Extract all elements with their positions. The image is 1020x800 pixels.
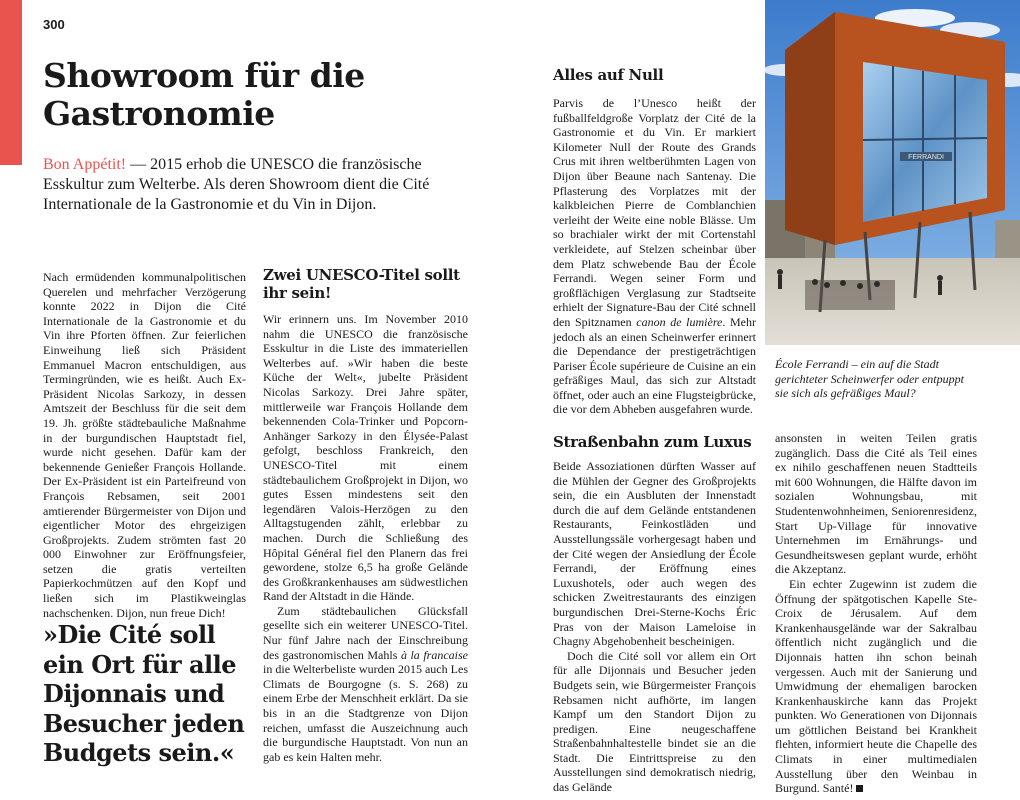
- page-number: 300: [43, 17, 65, 32]
- body-paragraph: [553, 96, 756, 417]
- body-column-3: [553, 96, 756, 417]
- glass-window: [863, 62, 987, 222]
- subhead-unesco: Zwei UNESCO-Titel sollt ihr sein!: [263, 266, 460, 302]
- body-paragraph: Beide Assoziationen dürften Wasser auf die Mühlen der Gegner des Großprojekts sein, die ein Ausbluten der Innenstadt durch die auf dem Gelände entstandenen Restaurants, Feinkostläden und Ausstellungssäle vorhergesagt haben und der Cité wegen der Ansiedlung der École Ferrandi, der Eröffnung eines Luxushotels, oder auch wegen des schicken Zweitrestaurants des einzigen burgundischen Drei-Sterne-Kochs Éric Pras von der Maison Lameloise in Chagny Abgehobenheit bescheinigen.: [553, 459, 756, 649]
- lead-text: — 2015 erhob die UNESCO die französische Esskultur zum Welterbe. Als deren Showroom dient die Cité Internationale de la Gastronomie et du Vin in Dijon.: [43, 156, 430, 213]
- terrace-people: [805, 280, 895, 310]
- text-run: Zum städtebaulichen Glücksfall gesellte sich ein weiterer UNESCO-Titel. Nur fünf Jahre nach der Einschreibung des gastronomischen Mahls: [263, 603, 468, 662]
- text-run: Ein echter Zugewinn ist zudem die Öffnung der spätgotischen Kapelle Ste-Croix de Jérusalem. Auf dem Krankenhausgelände war der Sakralbau öffentlich nicht zugänglich und die Dijonnais hatten ihn schon beinah vergessen. Auch mit der Sanierung und Umwidmung der ehemaligen barocken Krankenhauskirche kann das Projekt punkten. Wo Generationen von Dijonnais um göttlichen Beistand bei Krankheit flehten, informiert heute die Chapelle des Climats in einer multimedialen Ausstellung über den Weinbau in Burgund. Santé!: [775, 576, 977, 796]
- building-illustration: [765, 0, 1020, 345]
- text-run: . Mehr jedoch als an einen Scheinwerfer erinnert die Dependance der prestigeträchtigen Pariser École supérieure de Cuisine an ein gefräßiges Maul, das sich zur Altstadt öffnet, oder auch an eine Flugsteigbrücke, die vor dem Abheben ausgefahren wurde.: [553, 314, 756, 417]
- article-lead: [43, 155, 463, 215]
- body-column-2: [263, 312, 468, 764]
- text-run: in die Welterbeliste wurden 2015 auch Les Climats de Bourgogne (s. S. 268) zu einem Erbe der Menschheit erklärt. Da sie bis in an die Stadtgrenze von Dijon reichen, umfasst die Auszeichnung auch die burgundische Hauptstadt. Von nun an gab es kein Halten mehr.: [263, 662, 468, 764]
- article-title: Showroom für die Gastronomie: [43, 56, 365, 133]
- text-run: Parvis de l’Unesco heißt der fußballfeldgroße Vorplatz der Cité de la Gastronomie et du Vin. Er markiert Kilometer Null der Route des Grands Crus mit ihren weltberühmten Lagen von Dijon über Beaune nach Santenay. Die Pflasterung des Vorplatzes mit der kalkbleichen Pierre de Comblanchien verleiht der Weite eine noble Blässe. Um so brachialer wirkt der mit Cortenstahl verkleidete, auf Stelzen scheinbar über dem Platz schwebende Bau der École Ferrandi. Wegen seiner Form und großflächigen Verglasung zur Stadtseite erhielt der Signature-Bau der Cité schnell den Spitznamen: [553, 96, 756, 329]
- emphasis-text: à la francaise: [400, 647, 469, 662]
- body-paragraph: Nach ermüdenden kommunalpolitischen Querelen und mehrfacher Verzögerung konnte 2022 in Dijon die Cité Internationale de la Gastronomie et du Vin ihre Pforten öffnen. Zur feierlichen Einweihung ließ sich Präsident Emmanuel Macron entschuldigen, aus Termingründen, wie es heißt. Auch Ex-Präsident Nicolas Sarkozy, in dessen Amtszeit der Beschluss für die seit dem 19. Jh. größte städtebauliche Maßnahme in der burgundischen Hauptstadt fiel, wurde nicht gesehen. Dafür kam der bekennende Genießer François Hollande. Der Ex-Präsident ist ein Parteifreund von François Rebsamen, seit 2001 amtierender Bürgermeister von Dijon und eigentlicher Motor des ehrgeizigen Großprojekts. Zudem strömten fast 20 000 Einwohner zur Eröffnungsfeier, setzen die gratis verteilten Papierkochmützen auf den Kopf und ließen sich im Plastikweinglas nachschenken. Dijon, nun freue Dich!: [43, 270, 246, 620]
- emphasis-text: canon de lumière: [636, 314, 723, 329]
- end-of-article-mark: [856, 785, 863, 792]
- lead-kicker: Bon Appétit!: [43, 156, 127, 173]
- ecole-ferrandi-photo: [765, 0, 1020, 345]
- body-column-4: [553, 459, 756, 795]
- subhead-strassenbahn: Straßenbahn zum Luxus: [553, 433, 752, 451]
- body-paragraph: Wir erinnern uns. Im November 2010 nahm die UNESCO die französische Esskultur in die Liste des immateriellen Welterbes auf. »Wir haben die beste Küche der Welt«, jubelte Präsident Nicolas Sarkozy. Drei Jahre später, mittlerweile war François Hollande dem bekennenden Cola-Trinker und Popcorn-Anhänger Sarkozy in den Élysée-Palast gefolgt, beschloss Frankreich, den UNESCO-Titel mit einem städtebaulichem Großprojekt in Dijon, wo gutes Essen mindestens seit den legendären Valois-Herzögen zu den Alltagstugenden zählt, erlebbar zu machen. Durch die Schließung des Hôpital Général fiel den Planern das frei gewordene, stolze 6,5 ha große Gelände des Großkrankenhauses am südwestlichen Rand der Altstadt in die Hände.: [263, 312, 468, 604]
- subhead-alles-auf-null: Alles auf Null: [553, 66, 664, 84]
- photo-caption: École Ferrandi – ein auf die Stadt gerichteter Scheinwerfer oder entpuppt sie sich als gefräßiges Maul?: [775, 357, 964, 401]
- body-paragraph: [775, 577, 977, 796]
- body-column-1: [43, 270, 246, 620]
- pull-quote: »Die Cité soll ein Ort für alle Dijonnais und Besucher jeden Budgets sein.«: [43, 620, 245, 767]
- ferrandi-sign: FERRANDI: [908, 154, 944, 161]
- section-marker: [0, 0, 22, 165]
- body-paragraph: [263, 604, 468, 765]
- body-column-5: [775, 431, 977, 796]
- body-paragraph: Doch die Cité soll vor allem ein Ort für alle Dijonnais und Besucher jeden Budgets sein, wie Bürgermeister François Rebsamen nicht aufhörte, im langen Kampf um den Standort Dijon zu predigen. Eine neugeschaffene Straßenbahnhaltestelle bindet sie an die Stadt. Die Eintrittspreise zu den Ausstellungen sind demokratisch niedrig, das Gelände: [553, 648, 756, 795]
- body-paragraph: ansonsten in weiten Teilen gratis zugänglich. Dass die Cité als Teil eines ex nihilo geschaffenen neuen Stadtteils mit 600 Wohnungen, die Hälfte davon im sozialen Wohnungsbau, mit Studentenwohnheimen, Seniorenresidenz, Start Up-Village für innovative Unternehmen im Ernährungs- und Gesundheitswesen geplant wurde, erhöht die Akzeptanz.: [775, 431, 977, 577]
